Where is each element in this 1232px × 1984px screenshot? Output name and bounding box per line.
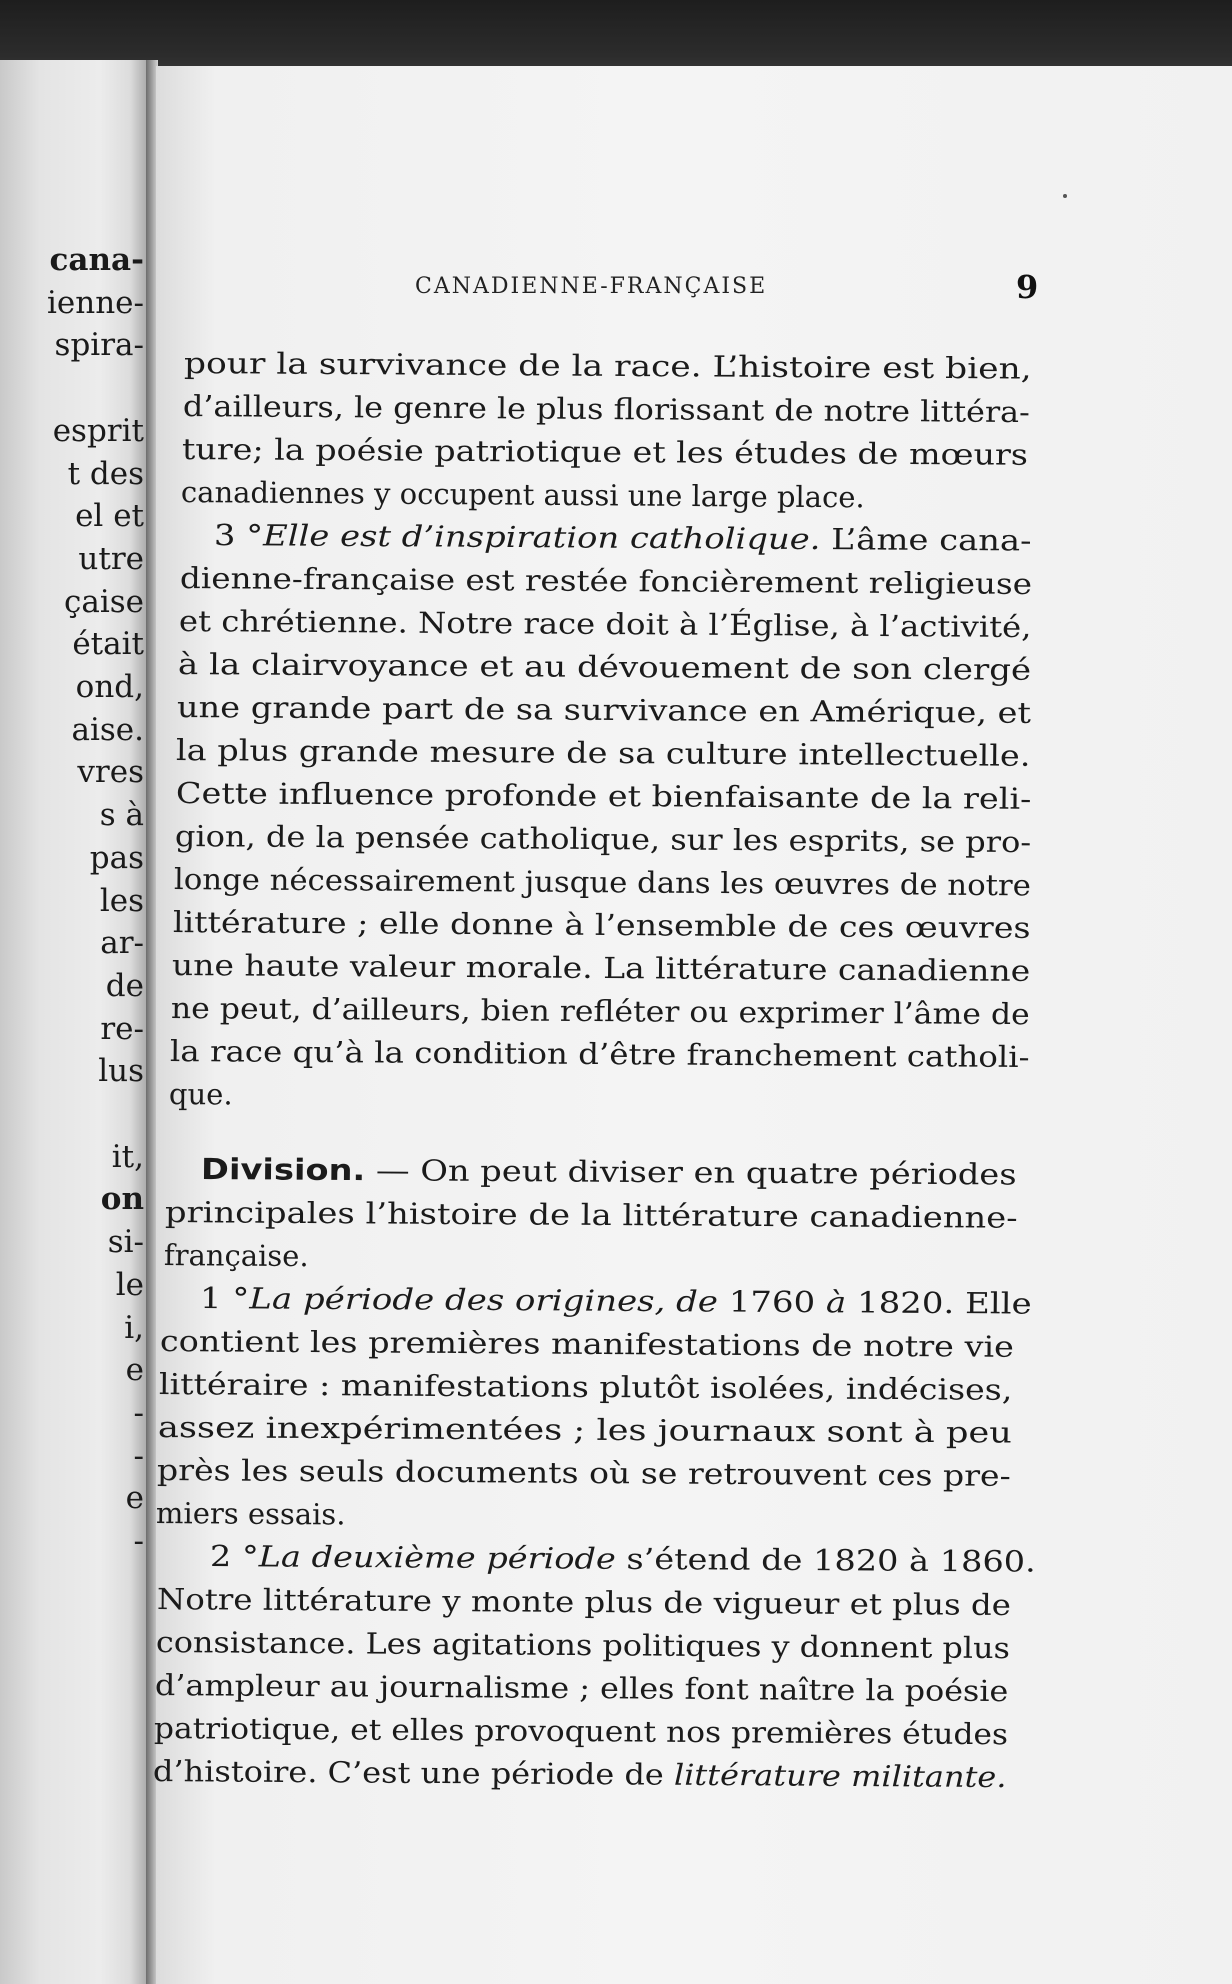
left-page-fragment: vres [77, 754, 144, 791]
left-page-fragment: s à [99, 797, 144, 834]
left-page-fragment: aise. [71, 711, 144, 748]
paragraph-line [174, 862, 1031, 902]
paragraph-line [155, 1668, 1009, 1708]
left-page-fragment: e [125, 1480, 144, 1517]
text-run: Notre littérature y monte plus de vigueur et plus de [156, 1582, 1012, 1623]
text-run: la plus grande mesure de sa culture intellectuelle. [176, 733, 1032, 773]
text-run: pour la survivance de la race. L’histoire est bien, [183, 346, 1032, 386]
left-page-fragment: it, [111, 1138, 144, 1175]
paragraph-line [178, 647, 1031, 687]
text-run: ture; la poésie patriotique et les études de mœurs [181, 432, 1029, 472]
text-run: d’ampleur au journalisme ; elles font naître la poésie [154, 1668, 1009, 1709]
paragraph-line [201, 1152, 1017, 1192]
paragraph-line [174, 819, 1030, 859]
left-page-fragment: re- [100, 1010, 144, 1047]
paragraph-line [214, 518, 1032, 558]
text-run: d’histoire. C’est une période de [152, 1754, 675, 1792]
text-run: — On peut diviser en quatre périodes [365, 1153, 1017, 1192]
paragraph-line [173, 905, 1031, 945]
running-title: CANADIENNE-FRANÇAISE [415, 274, 768, 299]
text-run: 1760 [717, 1284, 827, 1320]
item-number: 3 ° [213, 518, 264, 553]
paragraph-line [171, 991, 1030, 1031]
text-run: patriotique, et elles provoquent nos premières études [153, 1711, 1009, 1752]
text-run: dienne-française est restée foncièrement religieuse [179, 561, 1033, 601]
text-run: à [825, 1285, 847, 1320]
left-page-fragment: de [105, 967, 144, 1004]
text-run: littéraire : manifestations plutôt isolées, indécises, [158, 1367, 1013, 1407]
left-page-edge [0, 60, 150, 1984]
paragraph-line [158, 1410, 1012, 1450]
paragraph-line [164, 1238, 309, 1273]
left-page-fragment: utre [78, 540, 144, 577]
paragraph-line [160, 1324, 1014, 1364]
division-heading: Division. [200, 1152, 366, 1188]
paragraph-line [169, 1077, 233, 1111]
paragraph-line [200, 1281, 1032, 1321]
text-run: assez inexpérimentées ; les journaux sont à peu [157, 1410, 1013, 1450]
left-page-fragment: esprit [52, 412, 144, 449]
paragraph-line [170, 1034, 1030, 1074]
text-run: française. [163, 1238, 309, 1274]
paragraph-line [156, 1625, 1010, 1665]
paragraph-line [157, 1582, 1011, 1622]
text-run: une grande part de sa survivance en Amérique, et [177, 690, 1032, 730]
text-run: une haute valeur morale. La littérature canadienne [171, 948, 1031, 988]
paragraph-line [182, 432, 1028, 472]
left-page-fragment: le [115, 1266, 144, 1303]
text-run: ne peut, d’ailleurs, bien refléter ou exprimer l’âme de [170, 991, 1030, 1032]
left-page-fragment: pas [89, 839, 144, 876]
paragraph-line [180, 561, 1032, 601]
left-page-fragment: si- [107, 1224, 144, 1261]
text-run: consistance. Les agitations politiques y donnent plus [155, 1625, 1011, 1666]
paragraph-line [165, 1195, 1018, 1235]
text-run: principales l’histoire de la littérature canadienne- [164, 1195, 1018, 1235]
text-run: canadiennes y occupent aussi une large place. [180, 475, 865, 515]
paragraph-line [179, 604, 1032, 644]
left-page-fragment: - [133, 1437, 144, 1474]
left-page-fragment: i, [124, 1309, 144, 1346]
left-page-fragment: - [133, 1394, 144, 1431]
italic-heading: La période des origines, de [249, 1281, 719, 1319]
left-page-fragment: spira- [54, 327, 144, 364]
item-number: 1 ° [199, 1281, 250, 1316]
text-run: gion, de la pensée catholique, sur les esprits, se pro- [174, 819, 1031, 860]
left-page-fragment: çaise [63, 583, 144, 620]
left-page-fragment: el et [75, 498, 144, 535]
text-run: L’âme cana- [820, 522, 1032, 558]
text-run: s’étend de 1820 à 1860. [615, 1541, 1036, 1579]
left-page-fragment: on [100, 1181, 144, 1218]
text-run: miers essais. [155, 1496, 346, 1532]
paragraph-line [153, 1754, 1007, 1794]
left-page-fragment: cana- [49, 242, 144, 278]
text-run: près les seuls documents où se retrouvent ces pre- [156, 1453, 1011, 1493]
text-run: que. [169, 1077, 233, 1112]
italic-heading: Elle est d’inspiration catholique. [262, 518, 821, 557]
paragraph-line [175, 776, 1031, 816]
paragraph-line [184, 346, 1032, 386]
italic-phrase: littérature militante. [673, 1757, 1007, 1795]
paragraph-line [210, 1539, 1036, 1579]
left-page-fragment: était [72, 626, 144, 663]
text-run: la race qu’à la condition d’être franchement catholi- [169, 1034, 1030, 1075]
left-page-fragment: ond, [75, 669, 144, 705]
paragraph-line [183, 389, 1030, 429]
left-page-fragment: t des [67, 455, 144, 492]
text-run: à la clairvoyance et au dévouement de son clergé [178, 647, 1032, 687]
left-page-fragment: - [133, 1523, 144, 1559]
paragraph-line [176, 733, 1031, 773]
text-run: littérature ; elle donne à l’ensemble de ces œuvres [172, 905, 1031, 945]
left-page-fragment: ar- [100, 925, 144, 962]
speck [1063, 194, 1067, 198]
text-run: contient les premières manifestations de notre vie [159, 1324, 1015, 1364]
italic-heading: La deuxième période [258, 1539, 616, 1576]
left-page-fragment: ienne- [46, 284, 144, 321]
paragraph-line [157, 1453, 1011, 1493]
text-run: 1820. Elle [846, 1285, 1032, 1321]
text-run: et chrétienne. Notre race doit à l’Église, à l’activité, [178, 604, 1032, 645]
text-run: longe nécessairement jusque dans les œuvres de notre [173, 862, 1031, 903]
paragraph-line [154, 1711, 1008, 1751]
left-page-fragment: lus [98, 1053, 144, 1090]
left-page-fragment: les [99, 882, 144, 919]
item-number: 2 ° [209, 1539, 259, 1574]
paragraph-line [172, 948, 1030, 988]
paragraph-line [177, 690, 1031, 730]
paragraph-line [181, 475, 865, 514]
page-number: 9 [1016, 268, 1039, 306]
paragraph-line [159, 1367, 1013, 1407]
left-page-fragment: e [125, 1352, 144, 1389]
text-run: Cette influence profonde et bienfaisante de la reli- [175, 776, 1032, 816]
paragraph-line [156, 1496, 346, 1531]
text-run: d’ailleurs, le genre le plus florissant de notre littéra- [182, 389, 1030, 430]
